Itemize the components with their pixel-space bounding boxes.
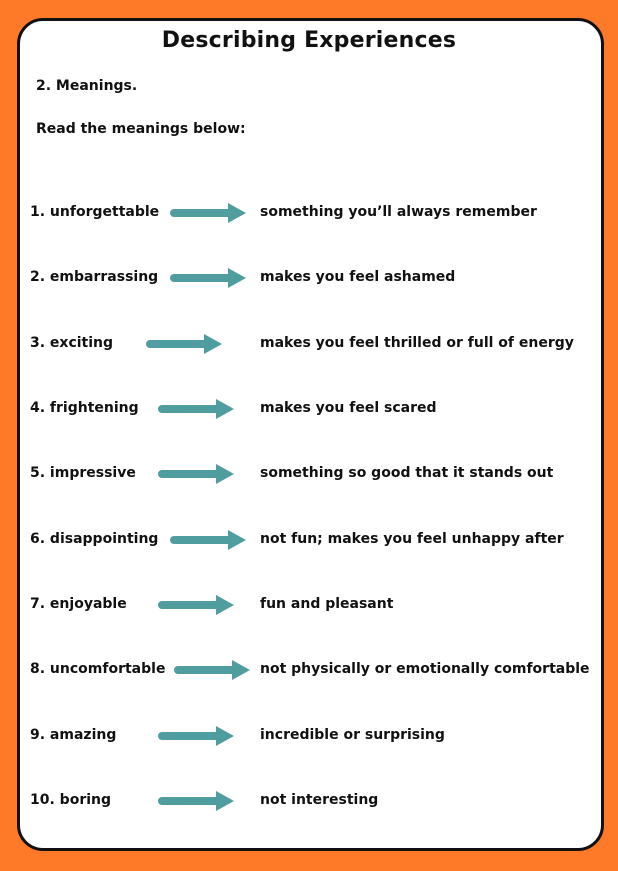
arrow-right-icon (158, 726, 238, 746)
meaning-label: not fun; makes you feel unhappy after (260, 531, 564, 547)
term-label: 1. unforgettable (30, 204, 160, 220)
term-label: 7. enjoyable (30, 596, 127, 612)
arrow-right-icon (170, 203, 250, 223)
meaning-label: not physically or emotionally comfortable (260, 661, 590, 677)
list-item (0, 332, 618, 356)
meaning-label: makes you feel ashamed (260, 269, 456, 285)
meaning-label: not interesting (260, 792, 379, 808)
list-item (0, 789, 618, 813)
meaning-label: something you’ll always remember (260, 204, 537, 220)
list-item (0, 201, 618, 225)
arrow-right-icon (158, 791, 238, 811)
meaning-label: fun and pleasant (260, 596, 394, 612)
meaning-label: incredible or surprising (260, 727, 445, 743)
list-item (0, 658, 618, 682)
instruction-text: Read the meanings below: (36, 121, 246, 137)
term-label: 9. amazing (30, 727, 117, 743)
term-label: 5. impressive (30, 465, 136, 481)
list-item (0, 397, 618, 421)
list-item (0, 462, 618, 486)
term-label: 10. boring (30, 792, 112, 808)
meaning-label: makes you feel thrilled or full of energy (260, 335, 574, 351)
term-label: 6. disappointing (30, 531, 159, 547)
arrow-right-icon (158, 399, 238, 419)
meaning-label: makes you feel scared (260, 400, 437, 416)
meaning-label: something so good that it stands out (260, 465, 554, 481)
term-label: 8. uncomfortable (30, 661, 166, 677)
term-label: 3. exciting (30, 335, 114, 351)
list-item (0, 593, 618, 617)
list-item (0, 724, 618, 748)
arrow-right-icon (158, 595, 238, 615)
list-item (0, 266, 618, 290)
arrow-right-icon (174, 660, 254, 680)
section-heading: 2. Meanings. (36, 78, 138, 94)
arrow-right-icon (170, 530, 250, 550)
arrow-right-icon (146, 334, 226, 354)
arrow-right-icon (158, 464, 238, 484)
arrow-right-icon (170, 268, 250, 288)
term-label: 4. frightening (30, 400, 139, 416)
term-label: 2. embarrassing (30, 269, 159, 285)
page-title: Describing Experiences (161, 28, 457, 53)
list-item (0, 528, 618, 552)
